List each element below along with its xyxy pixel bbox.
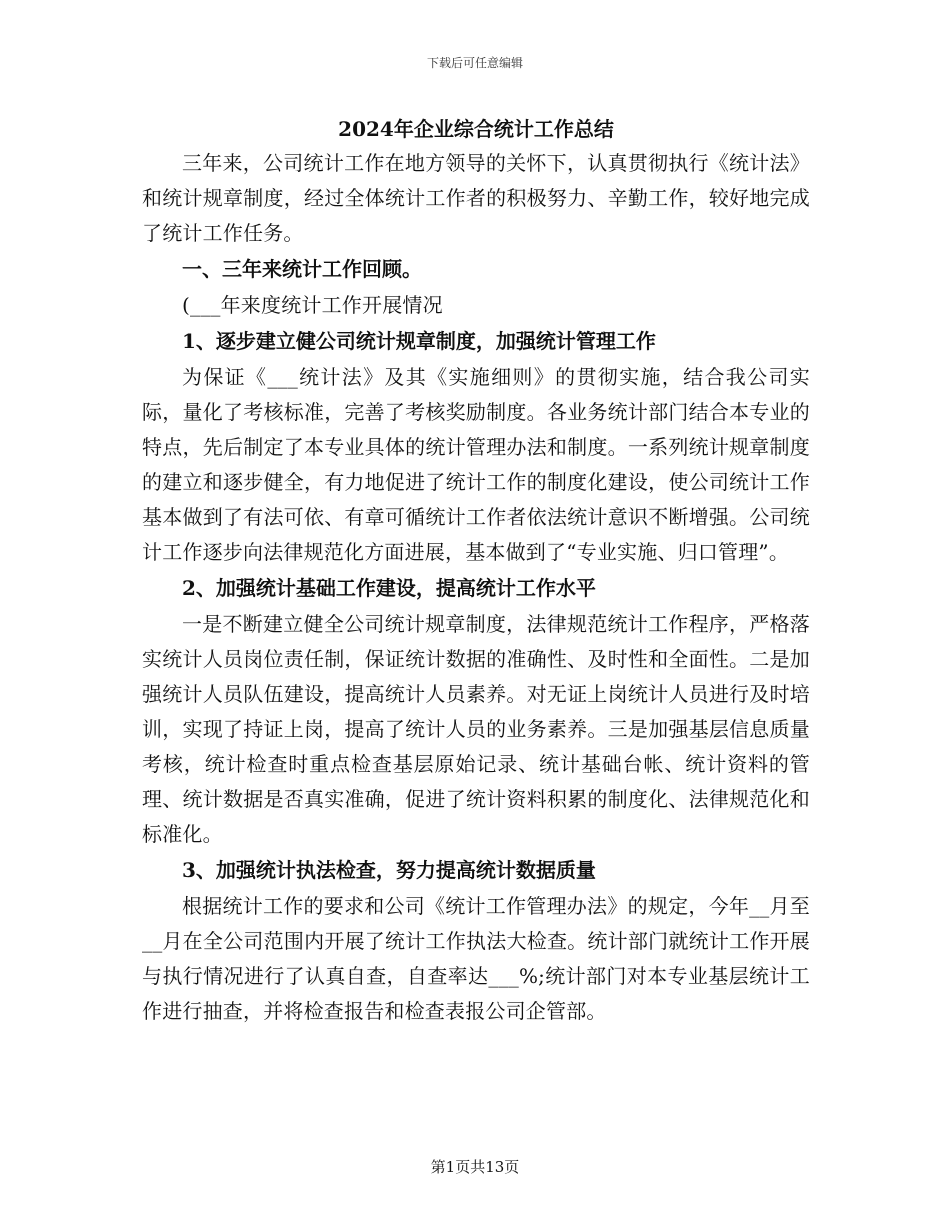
subsection-line: (___年来度统计工作开展情况 bbox=[182, 293, 443, 317]
intro-paragraph: 三年来，公司统计工作在地方领导的关怀下，认真贯彻执行《统计法》和统计规章制度，经过全体统计工作者的积极努力、辛勤工作，较好地完成了统计工作任务。 bbox=[142, 151, 810, 245]
item-paragraph-2: 一是不断建立健全公司统计规章制度，法律规范统计工作程序，严格落实统计人员岗位责任制，保证统计数据的准确性、及时性和全面性。二是加强统计人员队伍建设，提高统计人员素养。对无证上岗统计人员进行及时培训，实现了持证上岗，提高了统计人员的业务素养。三是加强基层信息质量考核，统计检查时重点检查基层原始记录、统计基础台帐、统计资料的管理、统计数据是否真实准确，促进了统计资料积累的制度化、法律规范化和标准化。 bbox=[142, 612, 810, 846]
item-heading-1: 1、逐步建立健公司统计规章制度，加强统计管理工作 bbox=[182, 329, 656, 353]
item-paragraph-3: 根据统计工作的要求和公司《统计工作管理办法》的规定，今年__月至__月在全公司范围内开展了统计工作执法大检查。统计部门就统计工作开展与执行情况进行了认真自查，自查率达___%;统计部门对本专业基层统计工作进行抽查，并将检查报告和检查表报公司企管部。 bbox=[142, 894, 810, 1023]
section-heading-1: 一、三年来统计工作回顾。 bbox=[182, 257, 422, 281]
item-heading-3: 3、加强统计执法检查，努力提高统计数据质量 bbox=[182, 858, 596, 882]
document-body bbox=[142, 112, 810, 1029]
page-number: 第1页共13页 bbox=[430, 1158, 520, 1176]
item-paragraph-1: 为保证《___统计法》及其《实施细则》的贯彻实施，结合我公司实际，量化了考核标准，完善了考核奖励制度。各业务统计部门结合本专业的特点，先后制定了本专业具体的统计管理办法和制度。一系列统计规章制度的建立和逐步健全，有力地促进了统计工作的制度化建设，使公司统计工作基本做到了有法可依、有章可循统计工作者依法统计意识不断增强。公司统计工作逐步向法律规范化方面进展，基本做到了“专业实施、归口管理”。 bbox=[142, 365, 810, 564]
document-title: 2024年企业综合统计工作总结 bbox=[338, 117, 614, 141]
header-note: 下载后可任意编辑 bbox=[426, 56, 523, 70]
item-heading-2: 2、加强统计基础工作建设，提高统计工作水平 bbox=[182, 576, 596, 600]
